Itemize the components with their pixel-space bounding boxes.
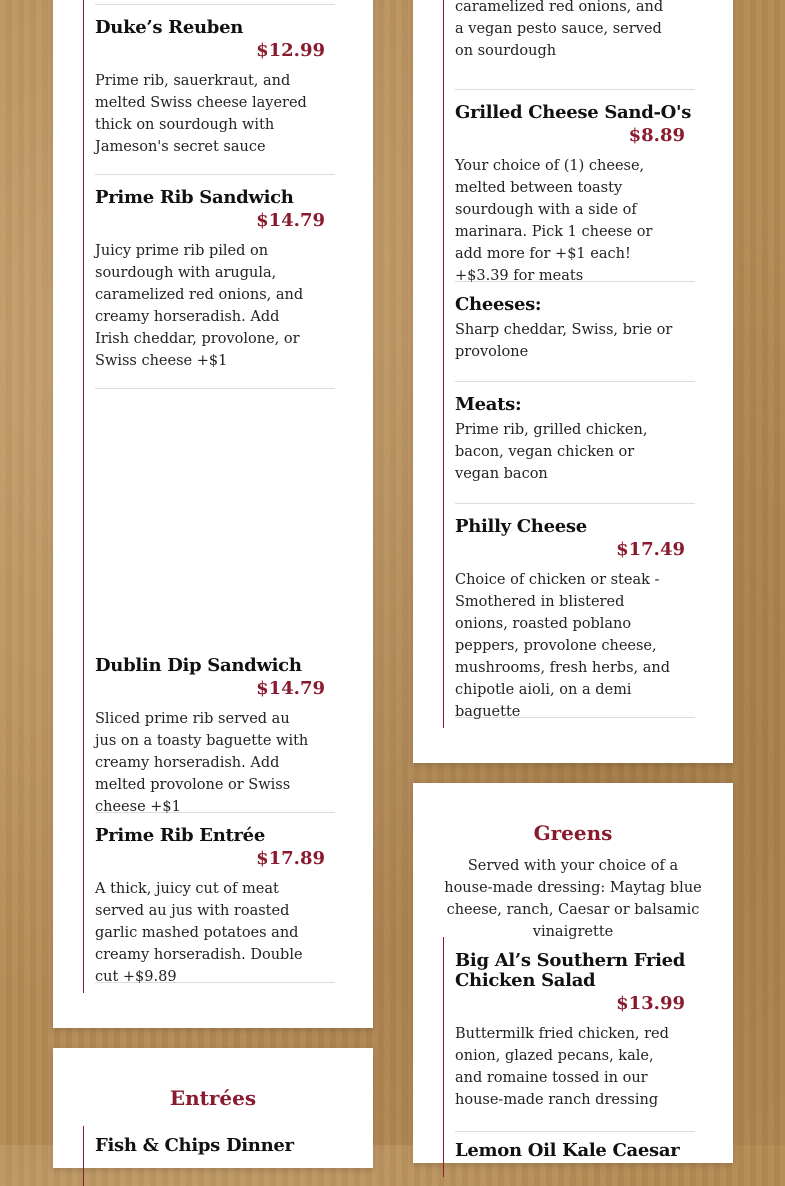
menu-item-big-als-salad — [455, 951, 695, 1132]
menu-item-dublin-dip — [95, 656, 335, 813]
item-description: caramelized red onions, and a vegan pesto sauce, served on sourdough — [455, 0, 664, 59]
item-description: Prime rib, grilled chicken, bacon, vegan chicken or vegan bacon — [455, 422, 648, 482]
sandwiches-menu-list — [83, 0, 334, 993]
item-name: Prime Rib Sandwich — [95, 187, 294, 208]
entrees-card — [53, 1048, 373, 1168]
menu-item-meats — [455, 395, 695, 504]
item-description: Prime rib, sauerkraut, and melted Swiss cheese layered thick on sourdough with Jameson's secret sauce — [95, 73, 307, 155]
item-name: Duke’s Reuben — [95, 17, 244, 38]
menu-item-prime-rib-sandwich — [95, 188, 335, 389]
item-price: $13.99 — [616, 993, 685, 1014]
menu-item-grilled-cheese — [455, 103, 695, 282]
item-description: Choice of chicken or steak - Smothered in blistered onions, roasted poblano peppers, provolone cheese, mushrooms, fresh herbs, and chipotle aioli, on a demi baguette — [455, 572, 670, 720]
menu-item-partial — [455, 0, 695, 90]
item-name: Prime Rib Entrée — [95, 825, 265, 846]
menu-item-dukes-reuben — [95, 18, 335, 175]
section-title: Entrées — [169, 1086, 257, 1110]
greens-card — [413, 783, 733, 1163]
item-price: $12.99 — [256, 40, 325, 61]
item-description: Juicy prime rib piled on sourdough with arugula, caramelized red onions, and creamy horseradish. Add Irish cheddar, provolone, or Swiss cheese +$1 — [95, 243, 304, 369]
section-title: Greens — [533, 821, 613, 845]
item-name: Lemon Oil Kale Caesar — [455, 1140, 680, 1161]
item-description: A thick, juicy cut of meat served au jus with roasted garlic mashed potatoes and creamy horseradish. Double cut +$9.89 — [95, 881, 303, 985]
item-name: Meats: — [455, 394, 522, 415]
item-price: $14.79 — [256, 210, 325, 231]
menu-item-philly-cheese — [455, 517, 695, 718]
item-description: Sliced prime rib served au jus on a toasty baguette with creamy horseradish. Add melted provolone or Swiss cheese +$1 — [95, 711, 309, 815]
menu-item-prime-rib-entree — [95, 826, 335, 983]
greens-menu-list — [443, 937, 694, 1177]
item-name: Big Al’s Southern Fried Chicken Salad — [455, 950, 686, 991]
item-name: Fish & Chips Dinner — [95, 1135, 294, 1156]
section-intro: Served with your choice of a house-made dressing: Maytag blue cheese, ranch, Caesar or balsamic vinaigrette — [444, 858, 702, 940]
item-description: Sharp cheddar, Swiss, brie or provolone — [455, 322, 673, 360]
entrees-menu-list — [83, 1126, 334, 1186]
item-price: $17.89 — [256, 848, 325, 869]
sandwiches-card — [53, 0, 373, 1028]
sandwiches-right-menu-list — [443, 0, 694, 728]
item-name: Cheeses: — [455, 294, 542, 315]
item-name: Dublin Dip Sandwich — [95, 655, 302, 676]
sandwiches-right-card — [413, 0, 733, 763]
item-description: Buttermilk fried chicken, red onion, glazed pecans, kale, and romaine tossed in our house-made ranch dressing — [455, 1026, 669, 1108]
item-price: $14.79 — [256, 678, 325, 699]
item-description: Your choice of (1) cheese, melted between toasty sourdough with a side of marinara. Pick 1 cheese or add more for +$1 each! +$3.39 for meats — [455, 158, 653, 284]
top-divider — [95, 4, 335, 5]
item-price: $17.49 — [616, 539, 685, 560]
item-price: $8.89 — [628, 125, 685, 146]
menu-item-cheeses — [455, 295, 695, 382]
item-name: Philly Cheese — [455, 516, 587, 537]
item-name: Grilled Cheese Sand-O's — [455, 102, 692, 123]
